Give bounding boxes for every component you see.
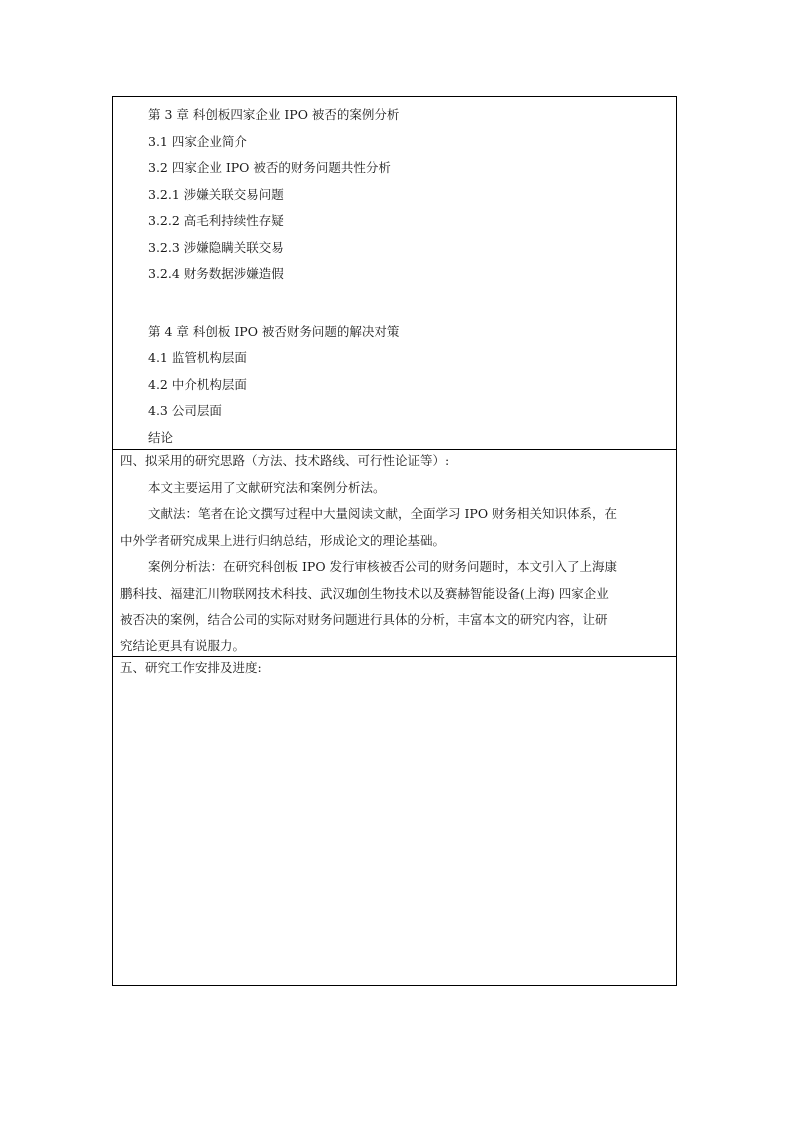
paragraph-line: 文献法：笔者在论文撰写过程中大量阅读文献，全面学习 IPO 财务相关知识体系，在 — [148, 506, 618, 521]
schedule-cell — [113, 657, 676, 985]
section-heading: 四、拟采用的研究思路（方法、技术路线、可行性论证等）: — [120, 453, 450, 468]
toc-item: 3.2.4 财务数据涉嫌造假 — [148, 266, 284, 281]
research-approach-cell — [113, 450, 676, 657]
paragraph-line: 究结论更具有说服力。 — [120, 638, 246, 653]
paragraph-line: 鹏科技、福建汇川物联网技术科技、武汉珈创生物技术以及赛赫智能设备(上海) 四家企业 — [120, 586, 609, 601]
toc-item: 4.3 公司层面 — [148, 403, 222, 418]
toc-chapter-3: 第 3 章 科创板四家企业 IPO 被否的案例分析 — [148, 107, 400, 122]
toc-item: 3.2.2 高毛利持续性存疑 — [148, 213, 284, 228]
proposal-table — [112, 96, 677, 986]
outline-cell — [113, 97, 676, 450]
toc-item: 3.2.1 涉嫌关联交易问题 — [148, 187, 284, 202]
toc-item: 3.1 四家企业简介 — [148, 134, 247, 149]
paragraph-line: 案例分析法：在研究科创板 IPO 发行审核被否公司的财务问题时，本文引入了上海康 — [148, 559, 618, 574]
section-heading: 五、研究工作安排及进度: — [120, 660, 262, 675]
paragraph-line: 中外学者研究成果上进行归纳总结，形成论文的理论基础。 — [120, 533, 446, 548]
toc-conclusion: 结论 — [148, 430, 174, 445]
toc-item: 4.2 中介机构层面 — [148, 377, 247, 392]
toc-item: 3.2 四家企业 IPO 被否的财务问题共性分析 — [148, 160, 391, 175]
toc-chapter-4: 第 4 章 科创板 IPO 被否财务问题的解决对策 — [148, 324, 400, 339]
toc-item: 3.2.3 涉嫌隐瞒关联交易 — [148, 240, 284, 255]
toc-item: 4.1 监管机构层面 — [148, 350, 247, 365]
paragraph-line: 被否决的案例，结合公司的实际对财务问题进行具体的分析，丰富本文的研究内容，让研 — [120, 612, 608, 627]
paragraph-line: 本文主要运用了文献研究法和案例分析法。 — [148, 480, 386, 495]
